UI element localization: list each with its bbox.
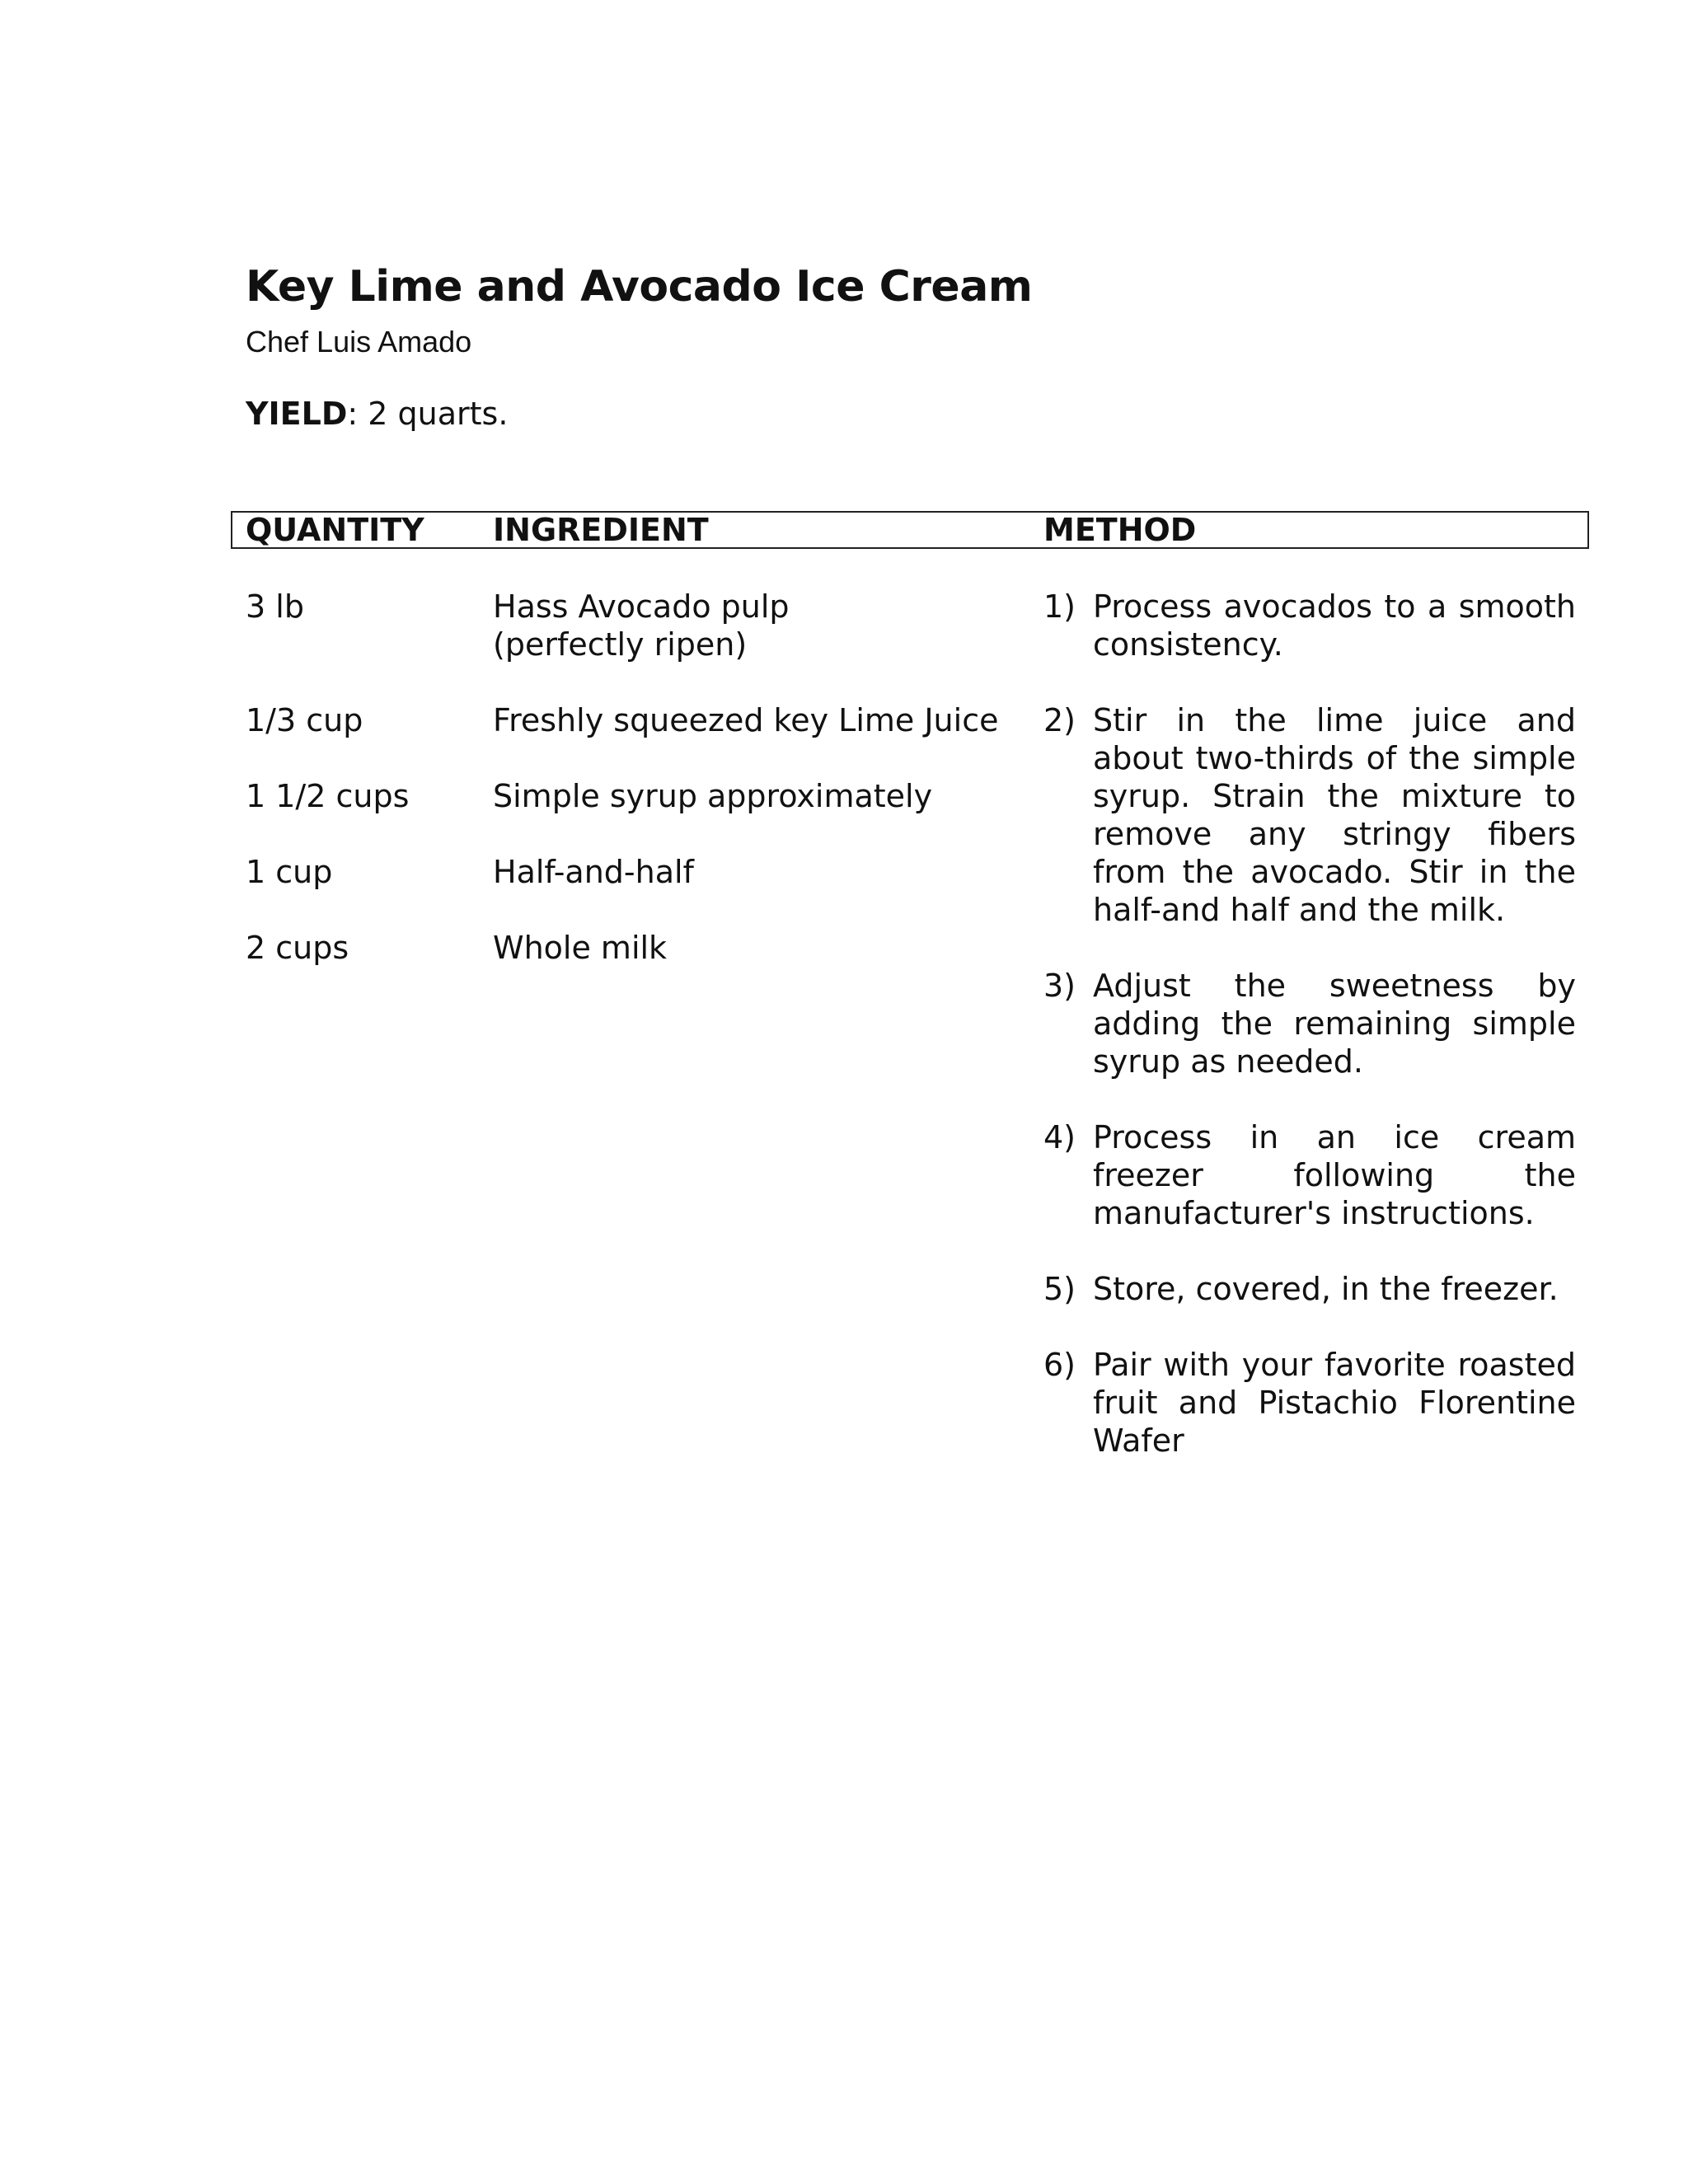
- step-number: 3): [1043, 968, 1076, 1004]
- recipe-author: Chef Luis Amado: [246, 325, 472, 359]
- step-number: 4): [1043, 1119, 1076, 1155]
- ingredient-name: Simple syrup approximately: [493, 778, 933, 814]
- step-text: Store, covered, in the freezer.: [1093, 1271, 1559, 1307]
- method-step: [1043, 967, 1576, 1080]
- step-text: Adjust the sweetness by adding the remaining simple syrup as needed.: [1093, 968, 1576, 1080]
- step-number: 2): [1043, 702, 1076, 738]
- header-ingredient: INGREDIENT: [493, 512, 709, 548]
- recipe-title: Key Lime and Avocado Ice Cream: [246, 262, 1033, 312]
- header-quantity: QUANTITY: [246, 512, 424, 548]
- ingredient-quantity: 1/3 cup: [246, 702, 363, 738]
- method-step: [1043, 1346, 1576, 1460]
- ingredient-name: Hass Avocado pulp: [493, 588, 790, 625]
- ingredient-note: (perfectly ripen): [493, 626, 748, 663]
- header-method: METHOD: [1043, 512, 1197, 548]
- step-text: Stir in the lime juice and about two-thirds of the simple syrup. Strain the mixture to remove any stringy fibers from the avocado. Stir in the half-and half and the milk.: [1093, 702, 1576, 928]
- step-number: 1): [1043, 588, 1076, 625]
- recipe-yield: [246, 396, 508, 432]
- ingredient-name: Freshly squeezed key Lime Juice: [493, 702, 999, 738]
- method-step: [1043, 1118, 1576, 1232]
- method-list: [1043, 588, 1576, 1460]
- step-text: Process avocados to a smooth consistency.: [1093, 588, 1576, 663]
- table-header-box: [231, 511, 1589, 549]
- method-step: [1043, 1270, 1576, 1308]
- step-text: Pair with your favorite roasted fruit and Pistachio Florentine Wafer: [1093, 1347, 1576, 1459]
- method-step: [1043, 588, 1576, 663]
- ingredient-quantity: 2 cups: [246, 930, 349, 966]
- ingredient-name: Whole milk: [493, 930, 668, 966]
- step-number: 5): [1043, 1271, 1076, 1307]
- step-number: 6): [1043, 1347, 1076, 1383]
- ingredient-quantity: 1 1/2 cups: [246, 778, 410, 814]
- ingredient-quantity: 3 lb: [246, 588, 304, 625]
- ingredient-quantity: 1 cup: [246, 854, 333, 890]
- yield-label: YIELD: [246, 396, 348, 432]
- step-text: Process in an ice cream freezer following the manufacturer's instructions.: [1093, 1119, 1576, 1231]
- method-step: [1043, 701, 1576, 929]
- yield-value: : 2 quarts.: [347, 396, 509, 432]
- ingredient-name: Half-and-half: [493, 854, 694, 890]
